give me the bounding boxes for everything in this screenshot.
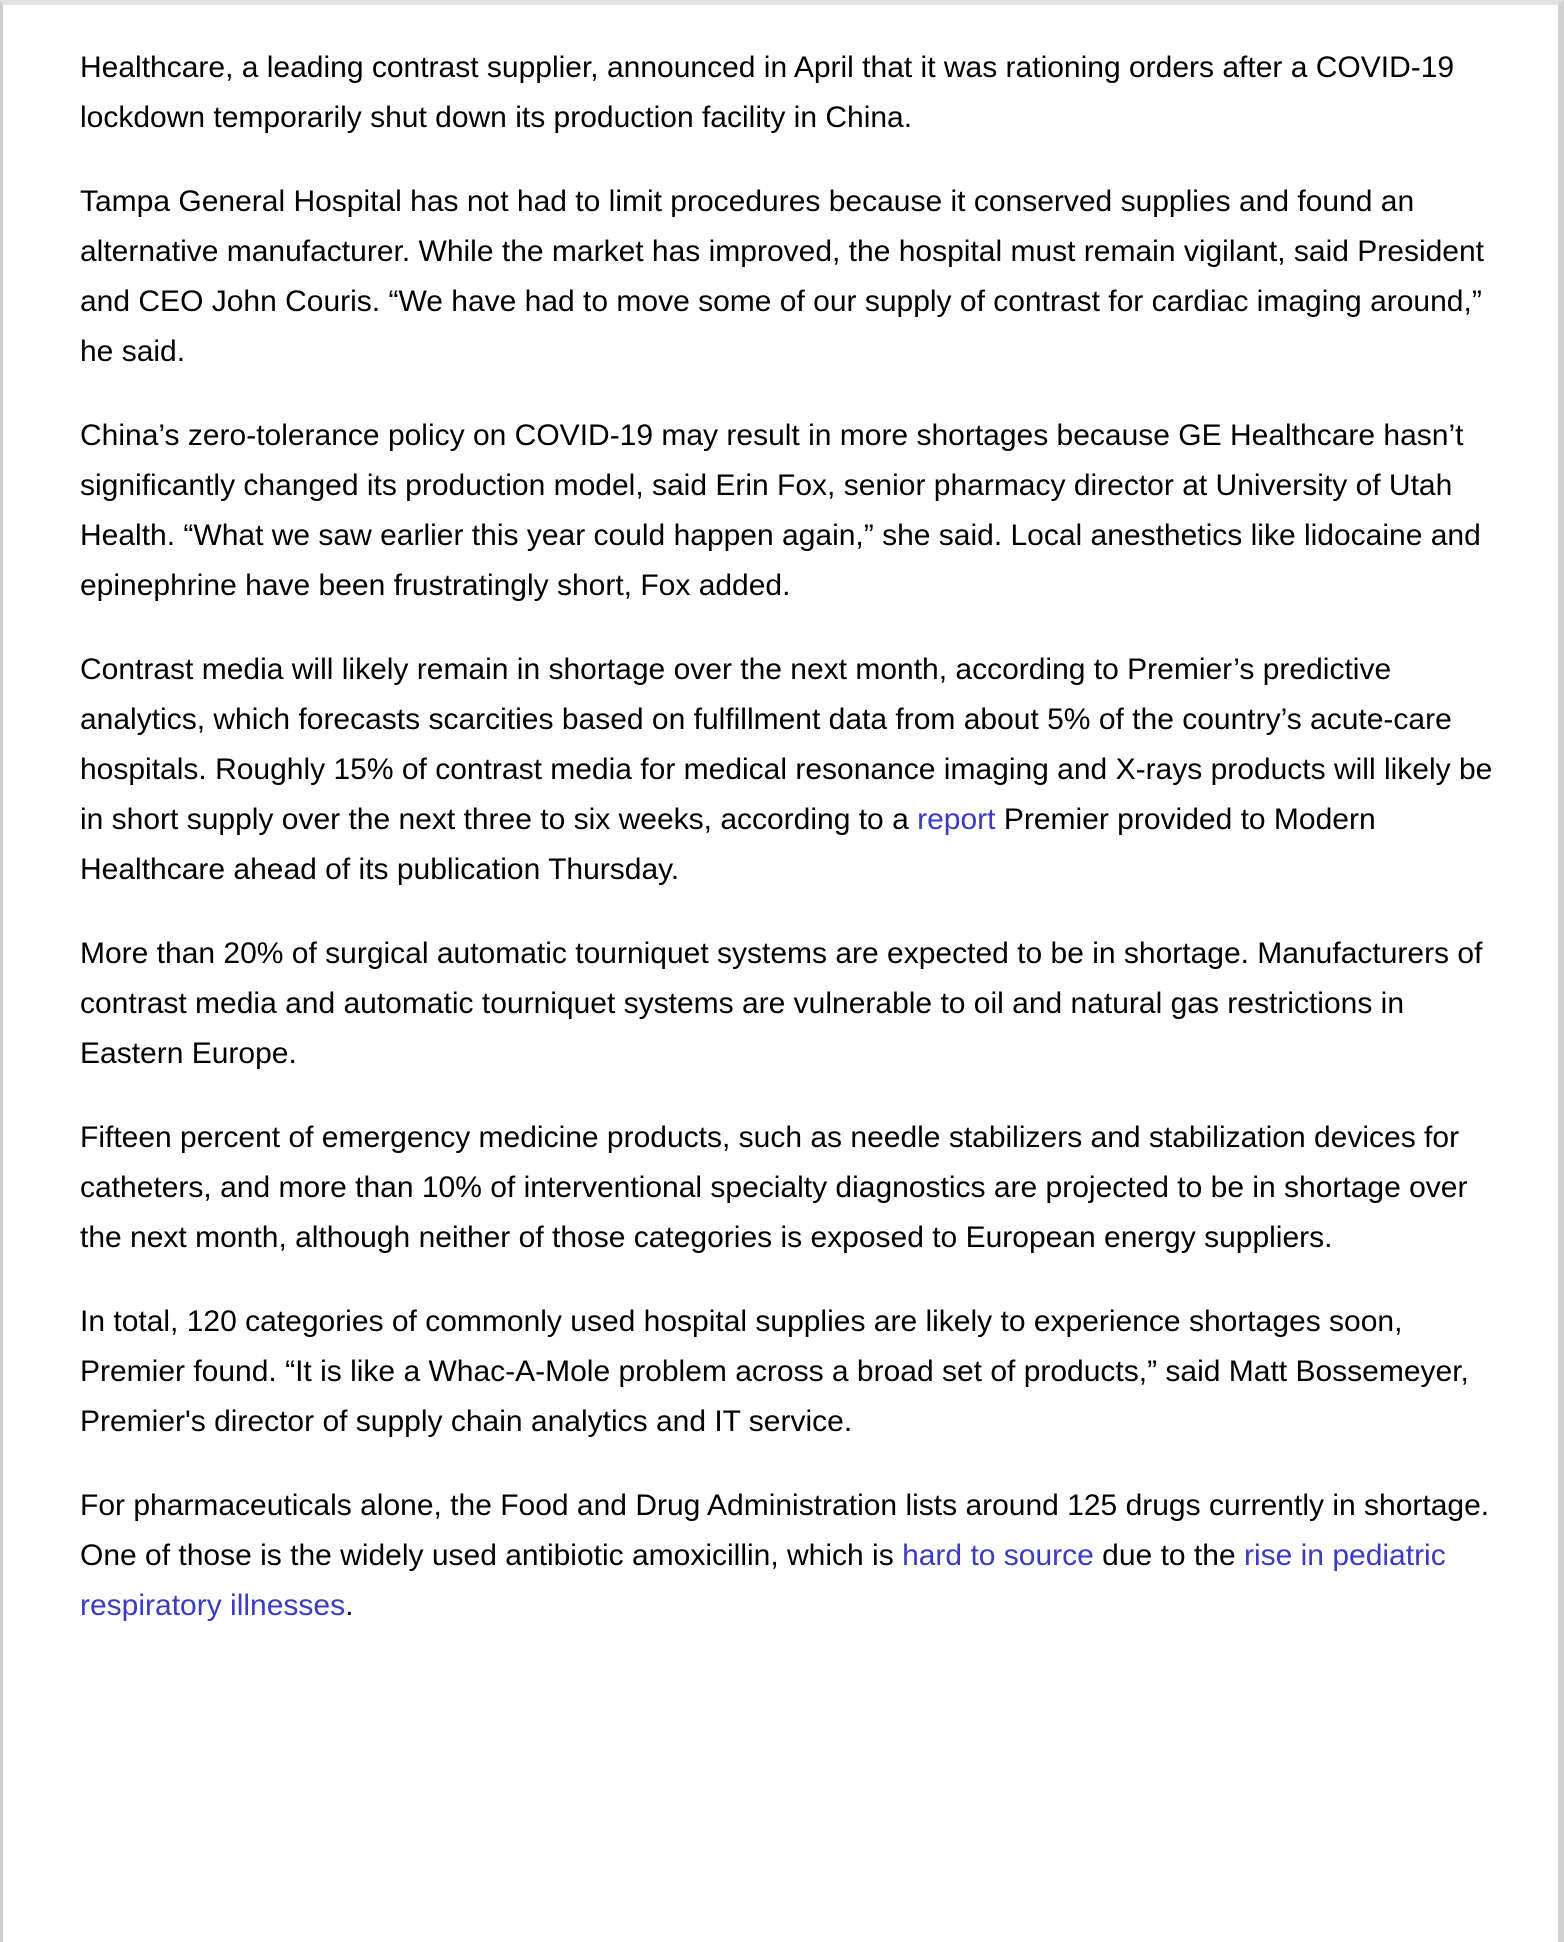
paragraph-text: Premier provided to Modern Healthcare ahead of its publication Thursday. (80, 803, 1376, 886)
article-link[interactable]: hard to source (902, 1539, 1094, 1572)
article-body (80, 43, 1500, 1665)
article-paragraph (80, 411, 1500, 611)
paragraph-text: . (345, 1589, 354, 1622)
article-paragraph (80, 1297, 1500, 1447)
paragraph-text: In total, 120 categories of commonly used hospital supplies are likely to experience shortages soon, Premier found. “It is like a Whac-A-Mole problem across a broad set of products,” said Matt Bossemeyer, Premier's director of supply chain analytics and IT service. (80, 1305, 1469, 1438)
article-paragraph (80, 929, 1500, 1079)
paragraph-text: Healthcare, a leading contrast supplier, announced in April that it was rationing orders after a COVID-19 lockdown temporarily shut down its production facility in China. (80, 51, 1455, 134)
paragraph-text: Fifteen percent of emergency medicine products, such as needle stabilizers and stabilization devices for catheters, and more than 10% of interventional specialty diagnostics are projected to be in shortage over the next month, although neither of those categories is exposed to European energy suppliers. (80, 1121, 1468, 1254)
article-paragraph (80, 1481, 1500, 1631)
paragraph-text: Tampa General Hospital has not had to limit procedures because it conserved supplies and found an alternative manufacturer. While the market has improved, the hospital must remain vigilant, said President and CEO John Couris. “We have had to move some of our supply of contrast for cardiac imaging around,” he said. (80, 185, 1484, 368)
paragraph-text: More than 20% of surgical automatic tourniquet systems are expected to be in shortage. Manufacturers of contrast media and automatic tourniquet systems are vulnerable to oil and natural gas restrictions in Eastern Europe. (80, 937, 1483, 1070)
paragraph-text: due to the (1093, 1539, 1244, 1572)
article-paragraph (80, 177, 1500, 377)
article-paragraph (80, 1113, 1500, 1263)
article-link[interactable]: report (917, 803, 996, 836)
article-paragraph (80, 43, 1500, 143)
article-paragraph (80, 645, 1500, 895)
paragraph-text: China’s zero-tolerance policy on COVID-19 may result in more shortages because GE Healthcare hasn’t significantly changed its production model, said Erin Fox, senior pharmacy director at University of Utah Health. “What we saw earlier this year could happen again,” she said. Local anesthetics like lidocaine and epinephrine have been frustratingly short, Fox added. (80, 419, 1481, 602)
paragraph-text: Contrast media will likely remain in shortage over the next month, according to Premier’s predictive analytics, which forecasts scarcities based on fulfillment data from about 5% of the country’s acute-care hospitals. Roughly 15% of contrast media for medical resonance imaging and X-rays products will likely be in short supply over the next three to six weeks, according to a (80, 653, 1493, 836)
paragraph-text: For pharmaceuticals alone, the Food and Drug Administration lists around 125 drugs currently in shortage. One of those is the widely used antibiotic amoxicillin, which is (80, 1489, 1490, 1572)
article-link[interactable]: rise in pediatric respiratory illnesses (80, 1539, 1446, 1622)
